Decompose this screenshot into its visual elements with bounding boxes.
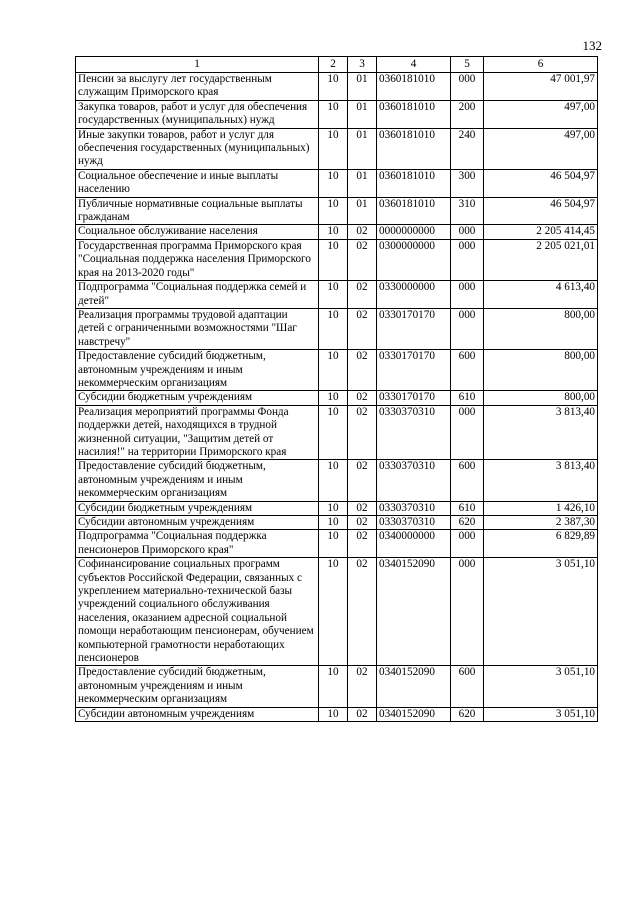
row-expense-type: 610 — [451, 501, 484, 515]
row-name: Субсидии автономным учреждениям — [76, 707, 319, 721]
row-expense-type: 000 — [451, 530, 484, 558]
row-name: Социальное обеспечение и иные выплаты населению — [76, 169, 319, 197]
row-target-code: 0330170170 — [377, 308, 451, 349]
table-row — [76, 666, 598, 707]
row-target-code: 0360181010 — [377, 128, 451, 169]
row-subsection: 02 — [348, 391, 377, 405]
table-row — [76, 239, 598, 280]
row-expense-type: 000 — [451, 225, 484, 239]
row-target-code: 0340000000 — [377, 530, 451, 558]
row-name: Софинансирование социальных программ субъектов Российской Федерации, связанных с укреплением материально-технической базы учреждений социального обслуживания населения, оказанием адресной социальной помощи неработающим пенсионерам, обучением компьютерной грамотности неработающих пенсионеров — [76, 558, 319, 666]
row-target-code: 0360181010 — [377, 197, 451, 225]
row-amount: 2 205 021,01 — [484, 239, 598, 280]
table-row — [76, 350, 598, 391]
row-amount: 3 051,10 — [484, 707, 598, 721]
table-row — [76, 460, 598, 501]
row-expense-type: 300 — [451, 169, 484, 197]
table-row — [76, 225, 598, 239]
row-amount: 3 813,40 — [484, 460, 598, 501]
row-name: Субсидии бюджетным учреждениям — [76, 501, 319, 515]
header-col-3: 3 — [348, 57, 377, 73]
row-section: 10 — [319, 73, 348, 101]
header-col-4: 4 — [377, 57, 451, 73]
row-name: Субсидии бюджетным учреждениям — [76, 391, 319, 405]
row-amount: 800,00 — [484, 391, 598, 405]
row-subsection: 02 — [348, 516, 377, 530]
row-subsection: 02 — [348, 530, 377, 558]
row-target-code: 0360181010 — [377, 73, 451, 101]
row-name: Закупка товаров, работ и услуг для обеспечения государственных (муниципальных) нужд — [76, 100, 319, 128]
row-section: 10 — [319, 707, 348, 721]
row-amount: 47 001,97 — [484, 73, 598, 101]
row-section: 10 — [319, 100, 348, 128]
row-target-code: 0300000000 — [377, 239, 451, 280]
row-amount: 497,00 — [484, 100, 598, 128]
row-target-code: 0360181010 — [377, 100, 451, 128]
row-section: 10 — [319, 225, 348, 239]
row-subsection: 02 — [348, 281, 377, 309]
row-expense-type: 200 — [451, 100, 484, 128]
row-name: Подпрограмма "Социальная поддержка пенсионеров Приморского края" — [76, 530, 319, 558]
row-section: 10 — [319, 128, 348, 169]
row-section: 10 — [319, 350, 348, 391]
table-row — [76, 73, 598, 101]
header-col-1: 1 — [76, 57, 319, 73]
row-subsection: 01 — [348, 128, 377, 169]
header-col-6: 6 — [484, 57, 598, 73]
table-row — [76, 100, 598, 128]
row-expense-type: 240 — [451, 128, 484, 169]
row-target-code: 0330170170 — [377, 350, 451, 391]
row-expense-type: 620 — [451, 516, 484, 530]
row-name: Реализация мероприятий программы Фонда поддержки детей, находящихся в трудной жизненной ситуации, "Защитим детей от насилия!" на территории Приморского края — [76, 405, 319, 460]
row-section: 10 — [319, 391, 348, 405]
row-amount: 4 613,40 — [484, 281, 598, 309]
header-col-2: 2 — [319, 57, 348, 73]
row-expense-type: 600 — [451, 350, 484, 391]
row-target-code: 0000000000 — [377, 225, 451, 239]
row-section: 10 — [319, 501, 348, 515]
row-amount: 2 387,30 — [484, 516, 598, 530]
row-section: 10 — [319, 460, 348, 501]
row-name: Публичные нормативные социальные выплаты гражданам — [76, 197, 319, 225]
table-row — [76, 558, 598, 666]
row-section: 10 — [319, 666, 348, 707]
row-subsection: 02 — [348, 501, 377, 515]
table-row — [76, 405, 598, 460]
row-subsection: 02 — [348, 350, 377, 391]
table-row — [76, 308, 598, 349]
row-expense-type: 600 — [451, 666, 484, 707]
row-amount: 800,00 — [484, 350, 598, 391]
row-section: 10 — [319, 281, 348, 309]
row-target-code: 0330370310 — [377, 516, 451, 530]
row-subsection: 01 — [348, 169, 377, 197]
row-amount: 1 426,10 — [484, 501, 598, 515]
row-name: Социальное обслуживание населения — [76, 225, 319, 239]
row-section: 10 — [319, 530, 348, 558]
row-amount: 2 205 414,45 — [484, 225, 598, 239]
row-expense-type: 000 — [451, 308, 484, 349]
row-target-code: 0330000000 — [377, 281, 451, 309]
header-col-5: 5 — [451, 57, 484, 73]
table-row — [76, 501, 598, 515]
row-name: Иные закупки товаров, работ и услуг для обеспечения государственных (муниципальных) нужд — [76, 128, 319, 169]
row-name: Пенсии за выслугу лет государственным служащим Приморского края — [76, 73, 319, 101]
row-section: 10 — [319, 308, 348, 349]
row-amount: 46 504,97 — [484, 169, 598, 197]
row-target-code: 0330370310 — [377, 460, 451, 501]
row-subsection: 01 — [348, 197, 377, 225]
header-row — [76, 57, 598, 73]
row-section: 10 — [319, 516, 348, 530]
row-subsection: 01 — [348, 100, 377, 128]
row-expense-type: 000 — [451, 281, 484, 309]
row-expense-type: 610 — [451, 391, 484, 405]
row-subsection: 02 — [348, 707, 377, 721]
table-row — [76, 707, 598, 721]
table-row — [76, 516, 598, 530]
row-name: Субсидии автономным учреждениям — [76, 516, 319, 530]
row-name: Подпрограмма "Социальная поддержка семей и детей" — [76, 281, 319, 309]
table-row — [76, 281, 598, 309]
row-expense-type: 000 — [451, 73, 484, 101]
row-name: Предоставление субсидий бюджетным, автономным учреждениям и иным некоммерческим организациям — [76, 350, 319, 391]
row-expense-type: 310 — [451, 197, 484, 225]
table-row — [76, 128, 598, 169]
row-target-code: 0360181010 — [377, 169, 451, 197]
table-row — [76, 169, 598, 197]
row-target-code: 0340152090 — [377, 707, 451, 721]
row-subsection: 02 — [348, 460, 377, 501]
row-section: 10 — [319, 558, 348, 666]
row-amount: 3 051,10 — [484, 558, 598, 666]
row-amount: 497,00 — [484, 128, 598, 169]
row-section: 10 — [319, 405, 348, 460]
table-row — [76, 391, 598, 405]
table-row — [76, 530, 598, 558]
row-name: Государственная программа Приморского края "Социальная поддержка населения Приморского края на 2013-2020 годы" — [76, 239, 319, 280]
table-row — [76, 197, 598, 225]
row-subsection: 02 — [348, 308, 377, 349]
budget-table — [75, 56, 598, 722]
row-amount: 3 813,40 — [484, 405, 598, 460]
row-section: 10 — [319, 169, 348, 197]
row-target-code: 0330170170 — [377, 391, 451, 405]
row-subsection: 02 — [348, 405, 377, 460]
row-subsection: 02 — [348, 225, 377, 239]
row-target-code: 0340152090 — [377, 558, 451, 666]
row-target-code: 0330370310 — [377, 501, 451, 515]
row-expense-type: 600 — [451, 460, 484, 501]
row-expense-type: 620 — [451, 707, 484, 721]
row-amount: 6 829,89 — [484, 530, 598, 558]
row-expense-type: 000 — [451, 239, 484, 280]
row-subsection: 02 — [348, 239, 377, 280]
row-target-code: 0330370310 — [377, 405, 451, 460]
row-target-code: 0340152090 — [377, 666, 451, 707]
row-subsection: 02 — [348, 666, 377, 707]
row-subsection: 02 — [348, 558, 377, 666]
row-subsection: 01 — [348, 73, 377, 101]
row-amount: 3 051,10 — [484, 666, 598, 707]
row-section: 10 — [319, 239, 348, 280]
row-amount: 46 504,97 — [484, 197, 598, 225]
row-expense-type: 000 — [451, 558, 484, 666]
row-name: Предоставление субсидий бюджетным, автономным учреждениям и иным некоммерческим организациям — [76, 666, 319, 707]
page-number: 132 — [582, 38, 602, 53]
row-name: Предоставление субсидий бюджетным, автономным учреждениям и иным некоммерческим организациям — [76, 460, 319, 501]
row-section: 10 — [319, 197, 348, 225]
row-amount: 800,00 — [484, 308, 598, 349]
row-name: Реализация программы трудовой адаптации детей с ограниченными возможностями "Шаг навстречу" — [76, 308, 319, 349]
row-expense-type: 000 — [451, 405, 484, 460]
